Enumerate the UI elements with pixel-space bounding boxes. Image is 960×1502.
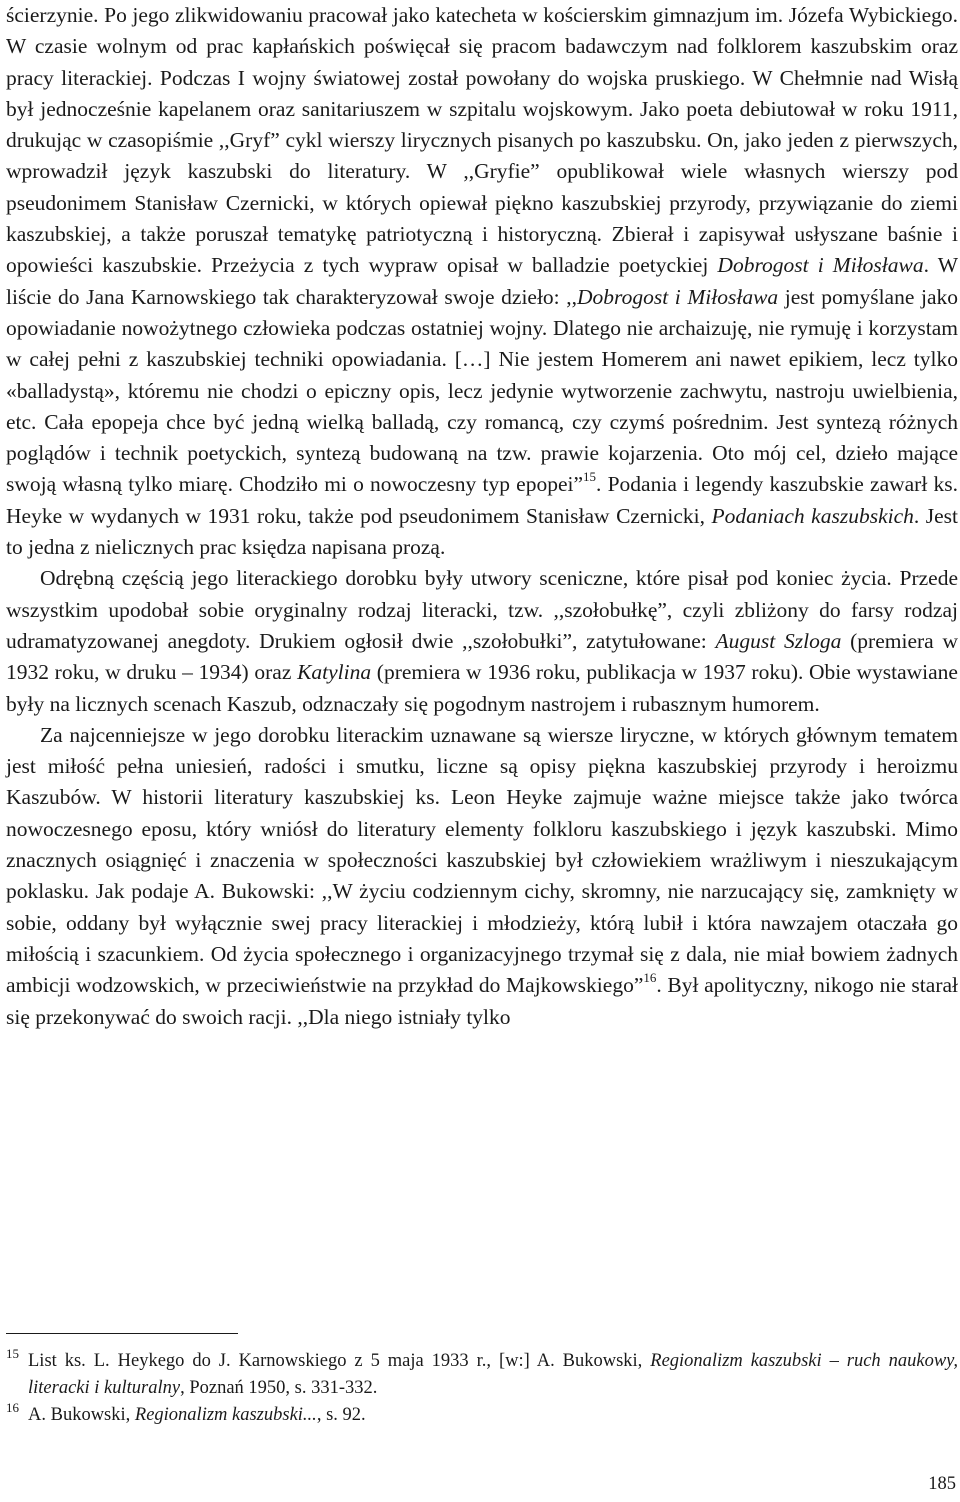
- page-number: 185: [928, 1474, 956, 1494]
- italic-title: Regionalizm kaszubski...: [134, 1405, 317, 1425]
- text-run: (premiera w 1936 roku, publikacja w 1937 roku). Obie wystawiane były na licznych scenach Kaszub, odznaczały się pogodnym nastrojem i rubasznym humorem.: [6, 660, 958, 716]
- footnotes: [6, 1345, 958, 1429]
- footnote-text: List ks. L. Heykego do J. Karnowskiego z 5 maja 1933 r., [w:] A. Bukowski,: [28, 1351, 651, 1371]
- text-run: . Podania i legendy kaszubskie zawarł ks. Heyke w wydanych w 1931 roku, także pod pseudonimem Stanisław Czernicki,: [6, 472, 959, 528]
- italic-title: Podaniach kaszubskich: [711, 503, 914, 528]
- italic-title: Regionalizm kaszubski – ruch naukowy, literacki i kulturalny: [28, 1351, 958, 1398]
- text-run: . Jest to jedna z nielicznych prac księdza napisana prozą.: [6, 503, 959, 560]
- italic-title: Dobrogost i Miłosława: [577, 284, 779, 309]
- footnote-text: , s. 92.: [316, 1405, 366, 1425]
- main-text: [6, 0, 958, 1033]
- footnote-reference[interactable]: 15: [583, 469, 597, 485]
- footnote-text: A. Bukowski,: [28, 1405, 135, 1425]
- document-page: [6, 0, 958, 1502]
- text-run: Jako poeta debiutował w roku 1911, drukując w czasopiśmie ,,Gryf” cykl wierszy lirycznych pisanych po kaszubsku. On, jako jeden z pierwszych, wprowadził język kaszubski do literatury. W ,,Gryfie” opublikował wiele własnych wierszy pod pseudonimem Stanisław Czernicki, w których opiewał piękno kaszubskiej przyrody, przywiązanie do ziemi kaszubskiej, a także poruszał tematykę patriotyczną i historyczną. Zbierał i zapisywał usłyszane baśnie i opowieści kaszubskie. Przeżycia z tych wypraw opisał w balladzie poetyckiej: [6, 96, 959, 278]
- footnote-text: , Poznań 1950, s. 331-332.: [180, 1378, 378, 1398]
- text-run: jest pomyślane jako opowiadanie nowożytnego człowieka podczas ostatniej wojny. Dlatego nie archaizuję, nie rymuję i korzystam w całej pełni z kaszubskiej techniki opowiadania. […] Nie jestem Homerem ani nawet epikiem, lecz tylko «balladystą», któremu nie chodzi o epiczny opis, lecz jedynie wytworzenie zachwytu, nastroju uwielbienia, etc. Cała epopeja chce być jedną wielką balladą, czy romancą, czy czymś pośrednim. Jest syntezą różnych poglądów i technik poetyckich, syntezą budowaną na tzw. prawie kojarzenia. Oto mój cel, dzieło mające swoją własną tylko miarę. Chodziło mi o nowoczesny typ epopei”: [6, 284, 958, 497]
- text-run: . Był apolityczny, nikogo nie starał się przekonywać do swoich racji. ,,Dla niego istniały tylko: [6, 973, 958, 1029]
- italic-title: Katylina: [297, 660, 372, 685]
- text-run: Za najcenniejsze w jego dorobku literackim uznawane są wiersze liryczne, w których głównym tematem jest miłość pełna uniesień, radości i smutku, liczne są opisy piękna kaszubskiej przyrody i heroizmu Kaszubów. W historii literatury kaszubskiej ks. Leon Heyke zajmuje ważne miejsce także jako twórca nowoczesnego eposu, który wniósł do literatury elementy folkloru kaszubskiego i język kaszubski. Mimo znacznych osiągnięć i znaczenia w społeczności kaszubskiej był człowiekiem wrażliwym i nieszukającym poklasku. Jak podaje A. Bukowski: ,,W życiu codziennym cichy, skromny, nie narzucający się, zamknięty w sobie, oddany był wyłącznie swej pracy literackiej i młodzieży, którą lubił i która nawzajem otaczała go miłością i szacunkiem. Od życia społecznego i organizacyjnego trzymał się z dala, nie miał bowiem żadnych ambicji wodzowskich, w przeciwieństwie na przykład do Majkowskiego”: [6, 722, 958, 998]
- footnote-reference[interactable]: 16: [643, 970, 657, 986]
- paragraph-3: [6, 720, 958, 1033]
- italic-title: Dobrogost i Miłosława: [717, 253, 924, 278]
- text-run: (premiera w 1932 roku, w druku – 1934) oraz: [6, 628, 958, 685]
- italic-title: August Szloga: [715, 628, 842, 653]
- paragraph-2: [6, 563, 958, 719]
- footnote-separator: [6, 1333, 238, 1334]
- text-run: . W liście do Jana Karnowskiego tak charakteryzował swoje dzieło: ,,: [6, 253, 959, 309]
- text-run: Odrębną częścią jego literackiego dorobku były utwory sceniczne, które pisał pod koniec życia. Przede wszystkim upodobał sobie oryginalny rodzaj literacki, tzw. ,,szołobułkę”, czyli zbliżony do farsy rodzaj udramatyzowanej anegdoty. Drukiem ogłosił dwie ,,szołobułki”, zatytułowane:: [6, 566, 958, 653]
- text-run: ścierzynie. Po jego zlikwidowaniu pracował jako katecheta w kościerskim gimnazjum im. Józefa Wybickiego. W czasie wolnym od prac kapłańskich poświęcał się pracom badawczym nad folklorem kaszubskim oraz pracy literackiej. Podczas I wojny światowej został powołany do wojska pruskiego. W Chełmnie nad Wisłą był jednocześnie kapelanem oraz sanitariuszem w szpitalu wojskowym.: [6, 3, 958, 121]
- footnote-15: 15 List ks. L. Heykego do J. Karnowskiego z 5 maja 1933 r., [w:] A. Bukowski, Regionalizm kaszubski – ruch naukowy, literacki i kulturalny, Poznań 1950, s. 331-332.: [6, 1345, 958, 1398]
- paragraph-1: [6, 0, 958, 563]
- footnote-16: 16 A. Bukowski, Regionalizm kaszubski..., s. 92.: [6, 1399, 366, 1425]
